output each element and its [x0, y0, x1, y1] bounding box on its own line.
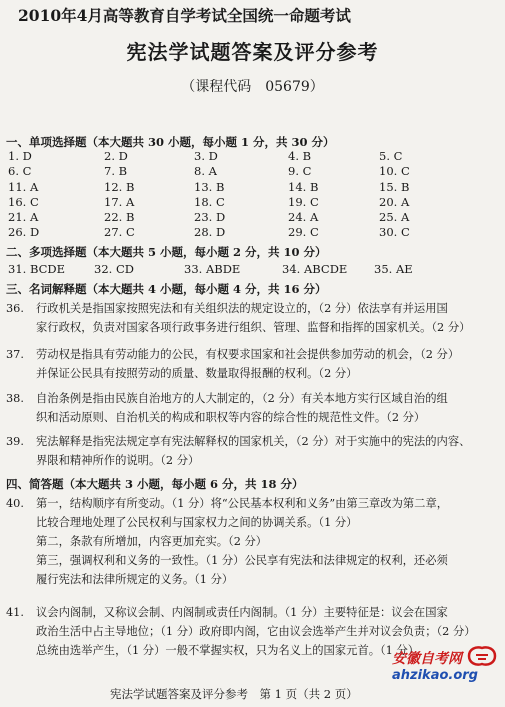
- answer-row: [6, 225, 496, 240]
- answer-cell: 30. C: [379, 225, 410, 240]
- answer-cell: 18. C: [194, 194, 225, 209]
- answer-q37: [6, 345, 459, 383]
- section4-heading: 四、简答题（本大题共 3 小题，每小题 6 分，共 18 分）: [6, 477, 304, 491]
- answer-cell: 32. CD: [94, 262, 134, 276]
- answer-line: 宪法解释是指宪法规定享有宪法解释权的国家机关，（2 分）对于实施中的宪法的内容、: [36, 435, 471, 448]
- answer-cell: 3. D: [194, 149, 218, 163]
- answer-cell: 15. B: [379, 179, 410, 194]
- answer-line: 政治生活中占主导地位；（1 分）政府即内阁，它由议会选举产生并对议会负责；（2 分）: [36, 625, 476, 638]
- answer-cell: 34. ABCDE: [282, 262, 348, 276]
- multiple-choice-answers: [6, 262, 496, 277]
- answer-cell: 33. ABDE: [184, 262, 241, 276]
- answer-cell: 29. C: [288, 225, 319, 240]
- answer-cell: 1. D: [8, 149, 32, 163]
- answer-cell: 9. C: [288, 164, 312, 179]
- question-number: 37.: [6, 348, 24, 361]
- answer-cell: 6. C: [8, 164, 32, 179]
- document-title: 宪法学试题答案及评分参考: [126, 40, 379, 64]
- answer-cell: 4. B: [288, 149, 312, 163]
- site-watermark-logo: [392, 648, 500, 704]
- exam-header: 2010年4月高等教育自学考试全国统一命题考试: [18, 6, 351, 25]
- answer-line: 第三，强调权利和义务的一致性。（1 分）公民享有宪法和法律规定的权利，还必须: [36, 554, 448, 567]
- answer-cell: 7. B: [104, 164, 128, 179]
- answer-row: [6, 195, 496, 210]
- section3-heading: 三、名词解释题（本大题共 4 小题，每小题 4 分，共 16 分）: [6, 282, 327, 296]
- watermark-site-url: ahzikao.org: [392, 668, 478, 683]
- question-number: 36.: [6, 302, 24, 315]
- answer-cell: 26. D: [8, 225, 40, 240]
- answer-line: 第二，条款有所增加，内容更加充实。（2 分）: [36, 535, 268, 548]
- answer-cell: 10. C: [379, 164, 410, 179]
- section1-heading: 一、单项选择题（本大题共 30 小题，每小题 1 分，共 30 分）: [6, 135, 335, 149]
- answer-cell: 17. A: [104, 194, 135, 209]
- brand-mark-icon: [466, 644, 498, 668]
- question-number: 40.: [6, 497, 24, 510]
- answer-row: [6, 164, 496, 179]
- answer-row: [6, 210, 496, 225]
- answer-line: 劳动权是指具有劳动能力的公民，有权要求国家和社会提供参加劳动的机会，（2 分）: [36, 348, 460, 361]
- answer-cell: 23. D: [194, 210, 226, 225]
- answer-cell: 8. A: [194, 164, 217, 179]
- question-number: 39.: [6, 435, 24, 448]
- answer-line: 并保证公民具有按照劳动的质量、数量取得报酬的权利。（2 分）: [36, 367, 358, 380]
- answer-cell: 31. BCDE: [8, 262, 66, 276]
- answer-line: 比较合理地处理了公民权利与国家权力之间的协调关系。（1 分）: [36, 516, 358, 529]
- answer-line: 自治条例是指由民族自治地方的人大制定的，（2 分）有关本地方实行区域自治的组: [36, 392, 448, 405]
- answer-cell: 2. D: [104, 149, 128, 163]
- answer-line: 界限和精神所作的说明。（2 分）: [36, 454, 200, 467]
- answer-cell: 28. D: [194, 225, 226, 240]
- answer-q38: [6, 389, 448, 427]
- answer-cell: 22. B: [104, 210, 135, 225]
- answer-cell: 35. AE: [374, 262, 413, 276]
- answer-line: 第一，结构顺序有所变动。（1 分）将“公民基本权利和义务”由第三章改为第二章，: [36, 497, 449, 510]
- answer-cell: 25. A: [379, 210, 410, 225]
- answer-cell: 13. B: [194, 179, 225, 194]
- answer-line: 家行政权，负责对国家各项行政事务进行组织、管理、监督和指挥的国家机关。（2 分）: [36, 321, 471, 334]
- answer-cell: 12. B: [104, 179, 135, 194]
- answer-row: [6, 149, 496, 164]
- answer-q39: [6, 432, 470, 470]
- single-choice-answers: [6, 149, 496, 241]
- page-footer: 宪法学试题答案及评分参考 第 1 页（共 2 页）: [110, 687, 358, 701]
- answer-cell: 20. A: [379, 194, 410, 209]
- section2-heading: 二、多项选择题（本大题共 5 小题，每小题 2 分，共 10 分）: [6, 245, 327, 259]
- answer-line: 履行宪法和法律所规定的义务。（1 分）: [36, 573, 234, 586]
- answer-cell: 19. C: [288, 194, 319, 209]
- question-number: 41.: [6, 606, 24, 619]
- answer-cell: 14. B: [288, 179, 319, 194]
- answer-row: [6, 180, 496, 195]
- answer-cell: 21. A: [8, 210, 39, 225]
- answer-q36: [6, 299, 470, 337]
- answer-cell: 16. C: [8, 194, 39, 209]
- watermark-site-name: 安徽自考网: [392, 651, 462, 667]
- course-code: （课程代码 05679）: [181, 79, 324, 95]
- answer-line: 织和活动原则、自治机关的构成和职权等内容的综合性的规范性文件。（2 分）: [36, 411, 426, 424]
- answer-q40: [6, 494, 448, 589]
- question-number: 38.: [6, 392, 24, 405]
- answer-line: 总统由选举产生，（1 分）一般不掌握实权，只为名义上的国家元首。（1 分）: [36, 644, 420, 657]
- answer-line: 行政机关是指国家按照宪法和有关组织法的规定设立的，（2 分）依法享有并运用国: [36, 302, 448, 315]
- answer-cell: 11. A: [8, 179, 39, 194]
- answer-cell: 24. A: [288, 210, 319, 225]
- answer-cell: 5. C: [379, 149, 403, 163]
- answer-cell: 27. C: [104, 225, 135, 240]
- answer-line: 议会内阁制，又称议会制、内阁制或责任内阁制。（1 分）主要特征是：议会在国家: [36, 606, 448, 619]
